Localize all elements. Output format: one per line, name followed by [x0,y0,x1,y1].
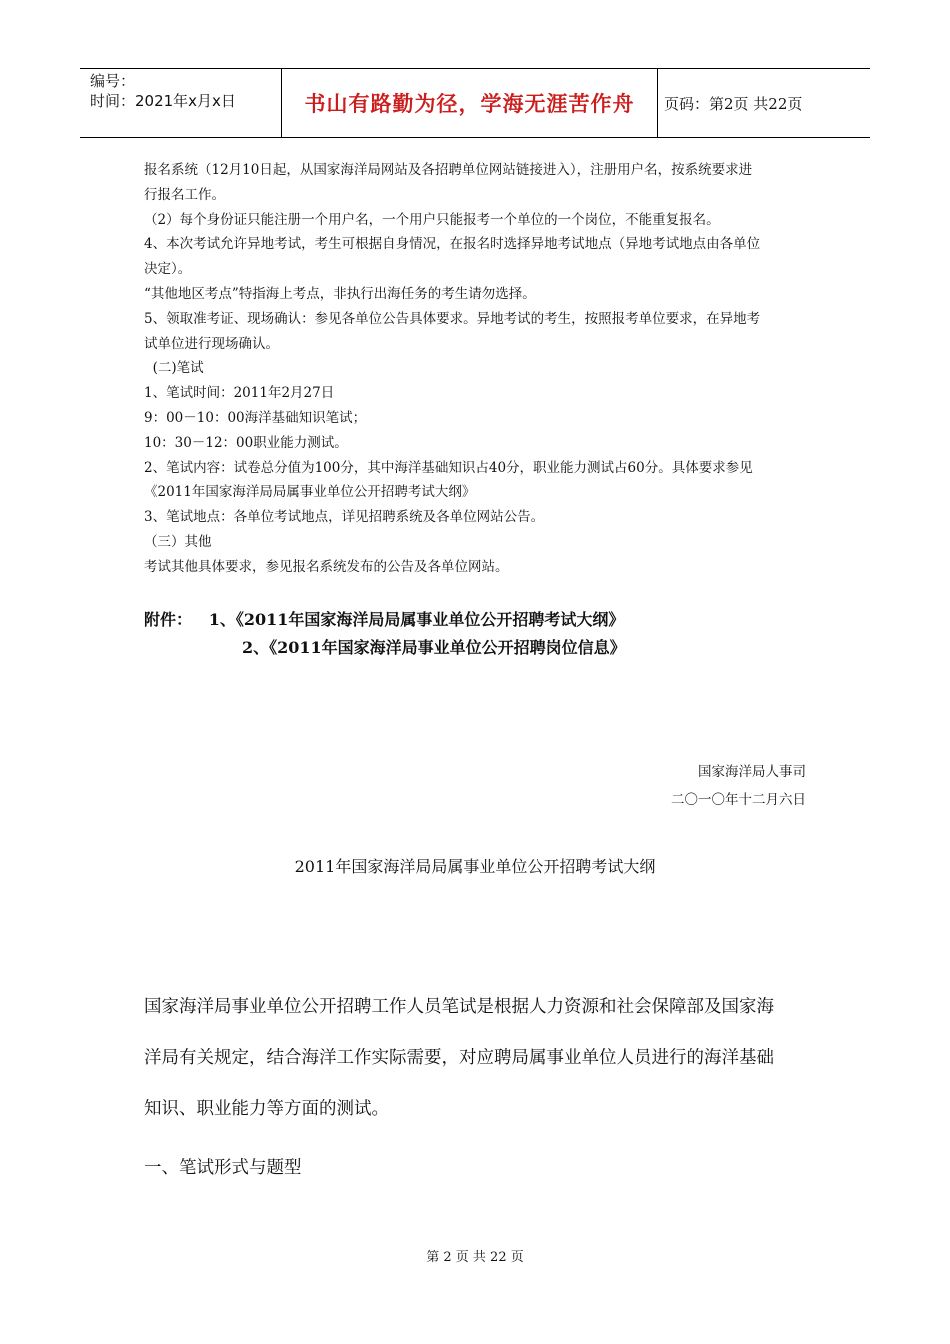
body-line: 10：30－12：00职业能力测试。 [144,434,348,451]
header-page-info: 页码：第2页 共22页 [664,94,803,113]
header-time-label: 时间：2021年x月x日 [90,92,236,110]
header-code-label: 编号： [90,72,136,90]
body-line: 4、本次考试允许异地考试，考生可根据自身情况，在报名时选择异地考试地点（异地考试地点由各单位 [144,236,761,253]
body-line: 2、笔试内容：试卷总分值为100分，其中海洋基础知识占40分，职业能力测试占60分。具体要求参见 [144,459,753,476]
body-line: (二)笔试 [144,360,204,377]
body-line: 报名系统（12月10日起，从国家海洋局网站及各招聘单位网站链接进入），注册用户名，按系统要求进 [144,162,753,178]
signature-org: 国家海洋局人事司 [698,764,806,780]
body-line: 9：00－10：00海洋基础知识笔试； [144,409,367,426]
intro-line: 知识、职业能力等方面的测试。 [144,1099,389,1119]
body-line: 5、领取准考证、现场确认：参见各单位公告具体要求。异地考试的考生，按照报考单位要求，在异地考 [144,310,761,327]
body-line: 3、笔试地点：各单位考试地点，详见招聘系统及各单位网站公告。 [144,509,545,526]
header-motto: 书山有路勤为径，学海无涯苦作舟 [282,69,658,137]
body-line: 1、笔试时间：2011年2月27日 [144,385,335,402]
intro-line: 国家海洋局事业单位公开招聘工作人员笔试是根据人力资源和社会保障部及国家海 [144,997,774,1017]
body-line: （三）其他 [144,533,212,550]
signature-date: 二〇一〇年十二月六日 [671,792,806,808]
document-title: 2011年国家海洋局局属事业单位公开招聘考试大纲 [294,857,656,876]
intro-line: 洋局有关规定，结合海洋工作实际需要，对应聘局属事业单位人员进行的海洋基础 [144,1048,774,1068]
attachments-label: 附件： [144,610,193,629]
header-meta [80,69,282,137]
attachment-item-1: 1、《2011年国家海洋局局属事业单位公开招聘考试大纲》 [208,610,625,629]
attachments [144,606,626,662]
body-line: （2）每个身份证只能注册一个用户名，一个用户只能报考一个单位的一个岗位，不能重复报名。 [144,211,720,228]
page-footer: 第 2 页 共 22 页 [426,1250,524,1265]
body-line: 行报名工作。 [144,186,225,203]
intro-paragraph [144,982,814,1135]
page-header [80,68,870,138]
body-line: “其他地区考点”特指海上考点，非执行出海任务的考生请勿选择。 [144,285,536,302]
body-text [144,158,814,580]
body-line: 考试其他具体要求，参见报名系统发布的公告及各单位网站。 [144,558,509,575]
body-line: 《2011年国家海洋局局属事业单位公开招聘考试大纲》 [144,484,476,501]
signature-block [671,758,806,814]
section-heading: 一、笔试形式与题型 [144,1158,302,1178]
body-line: 试单位进行现场确认。 [144,335,279,352]
body-line: 决定）。 [144,261,192,278]
attachment-item-2: 2、《2011年国家海洋局事业单位公开招聘岗位信息》 [242,638,626,657]
